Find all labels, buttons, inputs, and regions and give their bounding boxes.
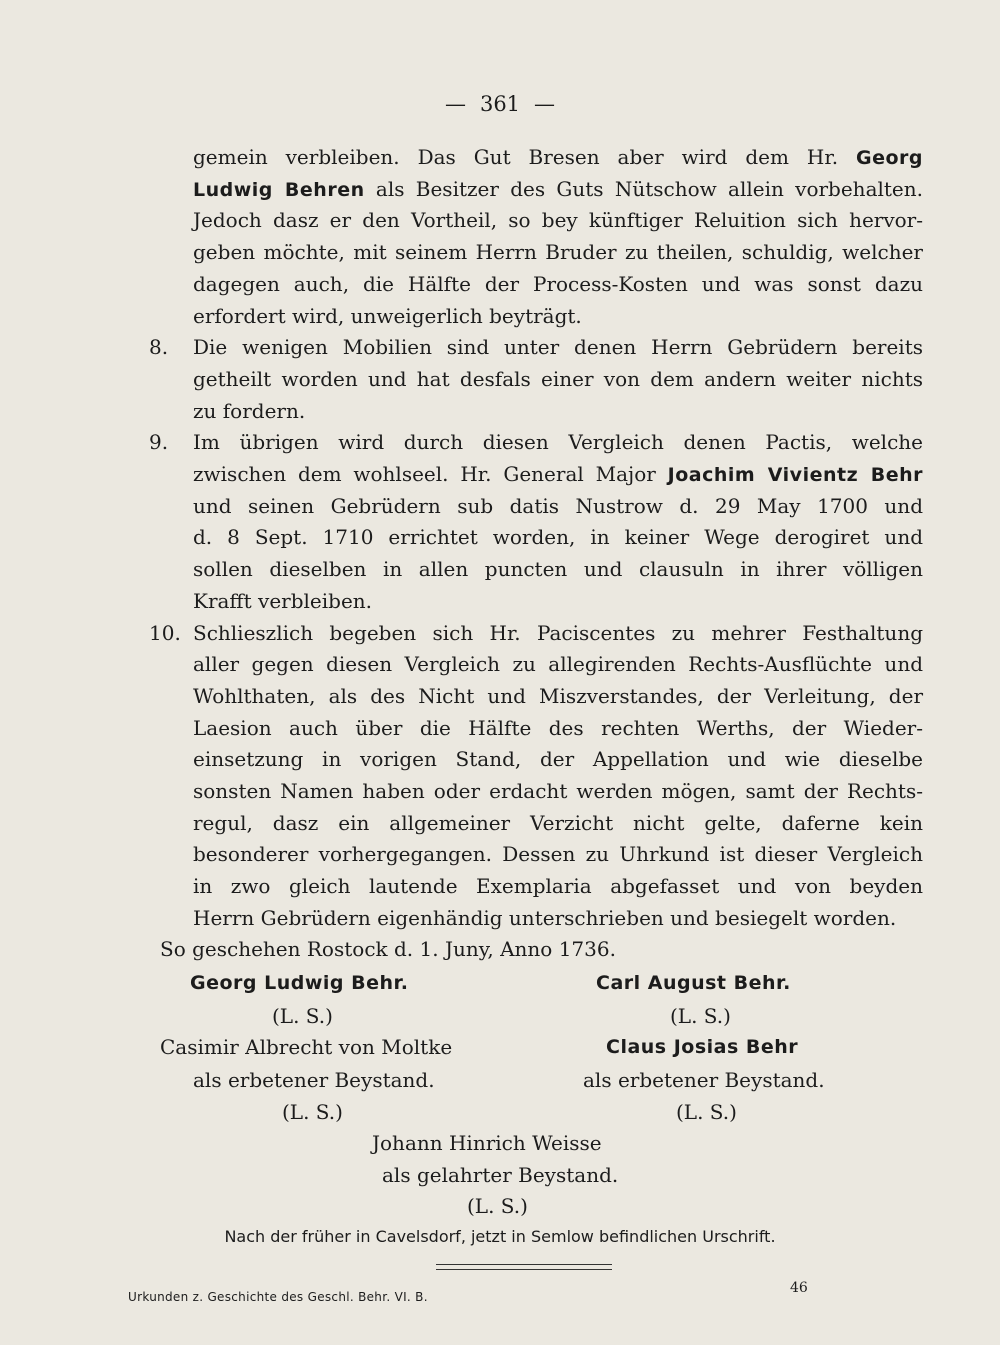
item-number: 8. — [149, 335, 169, 360]
text-line — [193, 490, 923, 522]
seal-claus: (L. S.) — [676, 1100, 737, 1124]
signature-claus: Claus Josias Behr — [606, 1036, 799, 1058]
text-line — [149, 331, 923, 363]
role-claus: als erbetener Beystand. — [583, 1068, 825, 1092]
line-text: einsetzung in vorigen Stand, der Appellation und wie dieselbe — [193, 747, 923, 772]
bold-name: Georg — [855, 147, 923, 169]
text-line — [149, 617, 923, 649]
text-line — [193, 458, 923, 490]
seal-weisse: (L. S.) — [467, 1194, 528, 1218]
line-text: erfordert wird, unweigerlich beyträgt. — [193, 303, 582, 328]
line-text: besonderer vorhergegangen. Dessen zu Uhrkund ist dieser Vergleich — [193, 842, 923, 867]
line-text: Wohlthaten, als des Nicht und Miszverstandes, der Verleitung, der — [193, 683, 923, 708]
text-line — [193, 648, 923, 680]
role-moltke: als erbetener Beystand. — [193, 1068, 435, 1092]
line-text: gemein verbleiben. Das Gut Bresen aber wird dem Hr. — [193, 145, 856, 169]
text-line — [193, 300, 923, 332]
text-line — [193, 395, 923, 427]
line-text: in zwo gleich lautende Exemplaria abgefasset und von beyden — [193, 874, 923, 899]
line-text: Jedoch dasz er den Vortheil, so bey künftiger Reluition sich hervor- — [193, 208, 923, 233]
page-number-value: 361 — [479, 92, 521, 116]
source-note: Nach der früher in Cavelsdorf, jetzt in Semlow befindlichen Urschrift. — [224, 1227, 776, 1246]
divider-rule — [436, 1269, 612, 1270]
text-line — [193, 553, 923, 585]
text-line — [193, 585, 923, 617]
line-text: zu fordern. — [193, 398, 306, 423]
text-line — [193, 838, 923, 870]
footer-series-title: Urkunden z. Geschichte des Geschl. Behr. VI. B. — [128, 1290, 428, 1304]
line-text: Im übrigen wird durch diesen Vergleich denen Pactis, welche — [193, 430, 923, 455]
line-text: aller gegen diesen Vergleich zu allegirenden Rechts-Ausflüchte und — [193, 652, 923, 677]
page-number: — 361 — — [444, 92, 556, 116]
signature-georg: Georg Ludwig Behr. — [190, 972, 409, 994]
line-text: und seinen Gebrüdern sub datis Nustrow d. 29 May 1700 und — [193, 493, 923, 518]
signature-weisse: Johann Hinrich Weisse — [372, 1131, 602, 1155]
closing-line: So geschehen Rostock d. 1. Juny, Anno 1736. — [160, 937, 616, 961]
text-line — [193, 173, 923, 205]
role-weisse: als gelahrter Beystand. — [382, 1163, 619, 1187]
line-text: als Besitzer des Guts Nütschow allein vorbehalten. — [364, 176, 923, 201]
seal-carl: (L. S.) — [670, 1004, 731, 1028]
seal-moltke: (L. S.) — [282, 1100, 343, 1124]
line-text: Krafft verbleiben. — [193, 588, 373, 613]
text-line — [193, 521, 923, 553]
line-text: d. 8 Sept. 1710 errichtet worden, in keiner Wege derogiret und — [193, 525, 923, 550]
text-line — [149, 426, 923, 458]
seal-georg: (L. S.) — [272, 1004, 333, 1028]
line-text: Die wenigen Mobilien sind unter denen Herrn Gebrüdern bereits — [193, 335, 923, 360]
item-number: 10. — [149, 620, 181, 645]
text-line — [193, 775, 923, 807]
text-line — [193, 141, 923, 173]
line-text: getheilt worden und hat desfals einer von dem andern weiter nichts — [193, 366, 923, 391]
text-line — [193, 204, 923, 236]
text-line — [193, 236, 923, 268]
line-text: Schlieszlich begeben sich Hr. Paciscentes zu mehrer Festhaltung — [193, 620, 923, 645]
text-line — [193, 807, 923, 839]
signature-carl: Carl August Behr. — [596, 972, 791, 994]
text-line — [193, 870, 923, 902]
text-line — [193, 680, 923, 712]
line-text: Herrn Gebrüdern eigenhändig unterschrieben und besiegelt worden. — [193, 905, 897, 930]
line-text: sollen dieselben in allen puncten und clausuln in ihrer völligen — [193, 557, 923, 582]
signature-moltke: Casimir Albrecht von Moltke — [160, 1035, 453, 1059]
line-text: sonsten Namen haben oder erdacht werden mögen, samt der Rechts- — [193, 779, 923, 803]
text-line — [193, 363, 923, 395]
bold-name: Ludwig Behren — [193, 178, 365, 201]
line-text: geben möchte, mit seinem Herrn Bruder zu theilen, schuldig, welcher — [193, 240, 923, 265]
divider-rule — [436, 1264, 612, 1265]
text-line — [193, 902, 923, 934]
footer-sheet-number: 46 — [790, 1280, 808, 1296]
text-line — [193, 712, 923, 744]
bold-name: Joachim Vivientz Behr — [667, 464, 923, 486]
text-line — [193, 743, 923, 775]
text-line — [193, 268, 923, 300]
line-text: regul, dasz ein allgemeiner Verzicht nicht gelte, daferne kein — [193, 810, 923, 835]
line-text: dagegen auch, die Hälfte der Process-Kosten und was sonst dazu — [193, 271, 923, 296]
line-text: Laesion auch über die Hälfte des rechten Werths, der Wieder- — [193, 715, 923, 740]
item-number: 9. — [149, 430, 169, 455]
line-text: zwischen dem wohlseel. Hr. General Major — [193, 462, 668, 486]
